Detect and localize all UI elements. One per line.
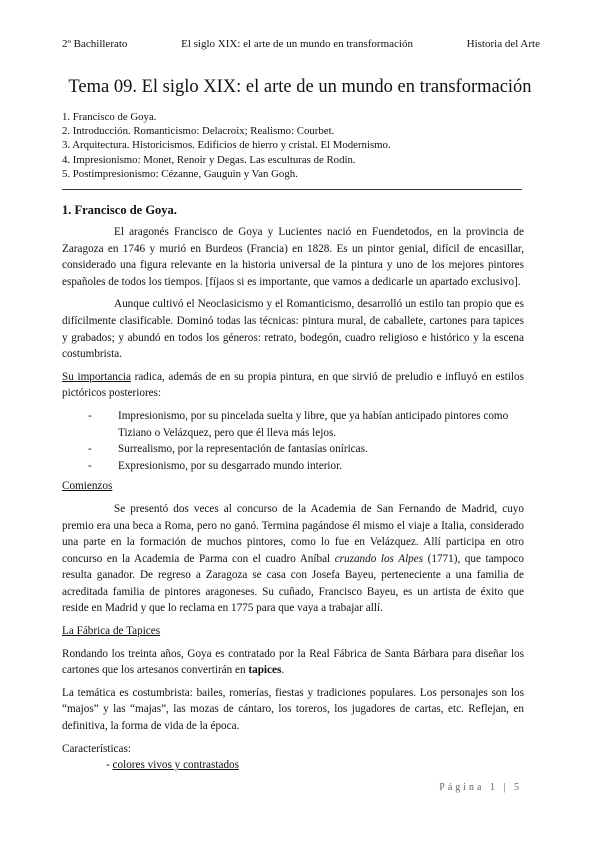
table-of-contents	[62, 110, 540, 181]
fabrica-text-a: Rondando los treinta años, Goya es contratado por la Real Fábrica de Santa Bárbara para diseñar los cartones que los artesanos convertirán en	[62, 647, 524, 677]
toc-item: 5. Postimpresionismo: Cézanne, Gauguin y Van Gogh.	[62, 167, 298, 180]
fabrica-text-c: .	[281, 664, 285, 677]
subheading-fabrica: La Fábrica de Tapices	[62, 625, 161, 638]
list-item-text: Surrealismo, por la representación de fantasías oníricas.	[118, 443, 368, 456]
section-heading: 1. Francisco de Goya.	[62, 203, 177, 217]
item-text: colores vivos y contrastados	[112, 759, 239, 772]
toc-item: 2. Introducción. Romanticismo: Delacroix; Realismo: Courbet.	[62, 125, 335, 138]
paragraph-comienzos	[62, 501, 524, 617]
painting-title: cruzando los Alpes	[334, 552, 424, 565]
paragraph-importance	[62, 369, 524, 402]
list-item	[62, 441, 524, 458]
list-item	[62, 408, 524, 441]
toc-item: 3. Arquitectura. Historicismos. Edificios de hierro y cristal. El Modernismo.	[62, 139, 391, 152]
influence-list	[62, 408, 524, 474]
toc-item: 1. Francisco de Goya.	[62, 111, 157, 123]
tapices-emphasis: tapices	[248, 664, 282, 677]
list-item	[62, 458, 524, 475]
list-item-text: Impresionismo, por su pincelada suelta y libre, que ya habían anticipado pintores como Tiziano o Velázquez, pero que él lleva más lejos.	[118, 409, 509, 439]
paragraph-fabrica	[62, 646, 524, 679]
bullet-dash: -	[88, 459, 92, 472]
importance-text: radica, además de en su propia pintura, en que sirvió de preludio e influyó en estilos pictóricos posteriores:	[62, 370, 524, 400]
paragraph-style: Aunque cultivó el Neoclasicismo y el Romanticismo, desarrolló un estilo tan propio que es difícilmente clasificable. Dominó todas las técnicas: pintura mural, de caballete, cartones para tapices y grabados; y abundó en todos los géneros: retrato, bodegón, cuadro religioso e histórico y la escena costumbrista.	[62, 298, 524, 361]
comienzos-text-a: Se presentó dos veces al concurso de la Academia de San Fernando de Madrid, cuyo premio era una beca a Roma, pero no ganó. Termina pagándose él mismo el viaje a Italia, considerado una parte en la formación de muchos pintores, como lo fue en Velázquez. Allí participa en otro concurso en la Academia de Parma con el cuadro Aníbal	[62, 502, 524, 565]
importance-label: Su importancia	[62, 370, 131, 383]
paragraph-tematica: La temática es costumbrista: bailes, romerías, fiestas y tradiciones populares. Los personajes son los “majos” y las “majas”, las mozas de cántaro, los toreros, los jugadores de cartas, etc. Reflejan, en definitiva, la forma de vida de la época.	[62, 686, 524, 733]
list-item-text: Expresionismo, por su desgarrado mundo interior.	[118, 459, 343, 472]
header-topic: El siglo XIX: el arte de un mundo en transformación	[181, 38, 413, 50]
header-course: 2º Bachillerato	[62, 38, 128, 50]
subheading-comienzos: Comienzos	[62, 480, 113, 493]
caracteristicas-label: Características:	[62, 742, 131, 755]
item-dash: -	[106, 759, 113, 772]
header-subject: Historia del Arte	[466, 38, 540, 50]
section-divider	[62, 189, 522, 190]
bullet-dash: -	[88, 443, 92, 456]
page-number: Página 1 | 5	[439, 782, 522, 793]
comienzos-text-b: (1771), que tampoco resulta ganador. De regreso a Zaragoza se casa con Josefa Bayeu, perteneciente a una familia de acreditada familia de pintores aragoneses. Su cuñado, Francisco Bayeu, es un artista de éxito que reside en Madrid y que lo reclama en 1775 para que vaya a trabajar allí.	[62, 552, 524, 615]
bullet-dash: -	[88, 409, 92, 422]
paragraph-biography: El aragonés Francisco de Goya y Lucientes nació en Fuendetodos, en la provincia de Zaragoza en 1746 y murió en Burdeos (Francia) en 1828. Es un pintor genial, difícil de encasillar, considerado una figura relevante en la historia universal de la pintura y uno de los mejores pintores españoles de todos los tiempos. [fíjaos si es importante, que vamos a dedicarle un apartado exclusivo].	[62, 226, 524, 288]
caracteristicas-item	[62, 757, 524, 774]
main-content	[62, 202, 524, 774]
toc-item: 4. Impresionismo: Monet, Renoir y Degas. Las esculturas de Rodin.	[62, 153, 356, 166]
page-title: Tema 09. El siglo XIX: el arte de un mundo en transformación	[68, 77, 532, 97]
running-header	[62, 36, 540, 53]
